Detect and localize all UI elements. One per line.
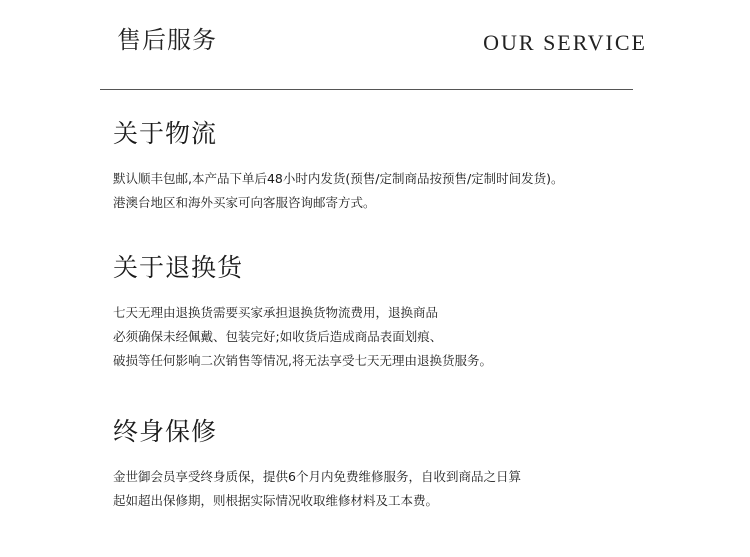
page-title-english: OUR SERVICE	[483, 30, 647, 55]
section-warranty	[113, 415, 673, 513]
section-returns	[113, 251, 673, 373]
section-logistics	[113, 117, 673, 215]
section-body-warranty	[113, 465, 673, 513]
section-title-warranty: 终身保修	[113, 417, 218, 446]
section-body-logistics	[113, 167, 673, 215]
paragraph-line: 默认顺丰包邮,本产品下单后48小时内发货(预售/定制商品按预售/定制时间发货)。	[113, 171, 564, 186]
page-title: 售后服务	[117, 26, 217, 54]
header-divider	[100, 89, 633, 90]
paragraph-line: 港澳台地区和海外买家可向客服咨询邮寄方式。	[113, 195, 376, 210]
paragraph-line: 金世御会员享受终身质保，提供6个月内免费维修服务，自收到商品之日算	[113, 469, 521, 484]
paragraph-line: 破损等任何影响二次销售等情况,将无法享受七天无理由退换货服务。	[113, 353, 492, 368]
paragraph-line: 七天无理由退换货需要买家承担退换货物流费用，退换商品	[113, 305, 439, 320]
paragraph-line: 起如超出保修期，则根据实际情况收取维修材料及工本费。	[113, 493, 439, 508]
paragraph-line: 必须确保未经佩戴、包装完好;如收货后造成商品表面划痕、	[113, 329, 443, 344]
section-body-returns	[113, 301, 673, 373]
section-title-logistics: 关于物流	[113, 119, 218, 148]
section-title-returns: 关于退换货	[113, 253, 244, 282]
